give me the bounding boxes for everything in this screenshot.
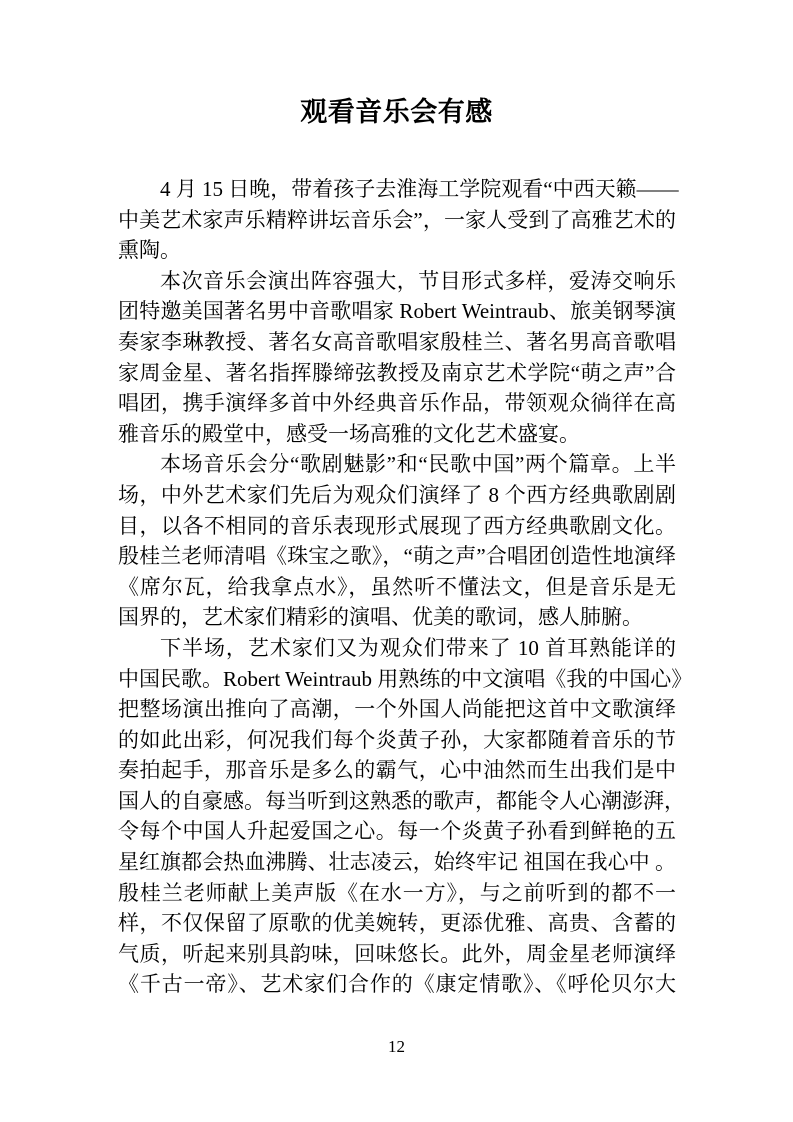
text-line: 唱团，携手演绎多首中外经典音乐作品，带领观众徜徉在高	[118, 391, 676, 416]
text-line: 本场音乐会分“歌剧魅影”和“民歌中国”两个篇章。上半	[160, 452, 676, 477]
text-line: 场，中外艺术家们先后为观众们演绎了 8 个西方经典歌剧剧	[118, 482, 676, 507]
text-line: 奏拍起手，那音乐是多么的霸气，心中油然而生出我们是中	[118, 758, 676, 783]
text-line: 令每个中国人升起爱国之心。每一个炎黄子孙看到鲜艳的五	[118, 819, 676, 844]
text-line: 中美艺术家声乐精粹讲坛音乐会”，一家人受到了高雅艺术的	[118, 207, 676, 232]
text-line: 星红旗都会热血沸腾、壮志凌云，始终牢记 祖国在我心中 。	[118, 850, 676, 875]
text-line: 殷桂兰老师献上美声版《在水一方》，与之前听到的都不一	[118, 880, 676, 905]
text-line: 目，以各不相同的音乐表现形式展现了西方经典歌剧文化。	[118, 513, 676, 538]
document-body	[118, 174, 693, 1000]
text-line: 殷桂兰老师清唱《珠宝之歌》，“萌之声”合唱团创造性地演绎	[118, 544, 676, 569]
text-line: 奏家李琳教授、著名女高音歌唱家殷桂兰、著名男高音歌唱	[118, 329, 676, 354]
text-line: 熏陶。	[118, 238, 181, 263]
text-line: 的如此出彩，何况我们每个炎黄子孙，大家都随着音乐的节	[118, 727, 676, 752]
text-line: 气质，听起来别具韵味，回味悠长。此外，周金星老师演绎	[118, 941, 676, 966]
page-number: 12	[388, 1037, 405, 1056]
paragraph	[118, 174, 679, 266]
text-line: 《席尔瓦，给我拿点水》，虽然听不懂法文，但是音乐是无	[118, 574, 676, 599]
text-line: 下半场，艺术家们又为观众们带来了 10 首耳熟能详的	[160, 635, 676, 660]
text-line: 《千古一帝》、艺术家们合作的《康定情歌》、《呼伦贝尔大	[118, 972, 676, 997]
text-line: 国界的，艺术家们精彩的演唱、优美的歌词，感人肺腑。	[118, 605, 643, 630]
text-line: 国人的自豪感。每当听到这熟悉的歌声，都能令人心潮澎湃，	[118, 788, 685, 813]
text-line: 把整场演出推向了高潮，一个外国人尚能把这首中文歌演绎	[118, 697, 676, 722]
page-title: 观看音乐会有感	[300, 97, 493, 127]
text-line: 4 月 15 日晚，带着孩子去淮海工学院观看“中西天籁——	[160, 177, 679, 201]
text-line: 样，不仅保留了原歌的优美婉转，更添优雅、高贵、含蓄的	[118, 911, 676, 936]
text-line: 本次音乐会演出阵容强大，节目形式多样，爱涛交响乐	[160, 268, 676, 293]
paragraph	[118, 449, 676, 633]
text-line: 雅音乐的殿堂中，感受一场高雅的文化艺术盛宴。	[118, 421, 580, 446]
text-line: 中国民歌。Robert Weintraub 用熟练的中文演唱《我的中国心》	[118, 666, 693, 691]
paragraph	[118, 266, 676, 450]
text-line: 家周金星、著名指挥滕缔弦教授及南京艺术学院“萌之声”合	[118, 360, 676, 385]
text-line: 团特邀美国著名男中音歌唱家 Robert Weintraub、旅美钢琴演	[118, 299, 676, 324]
paragraph	[118, 633, 693, 1000]
